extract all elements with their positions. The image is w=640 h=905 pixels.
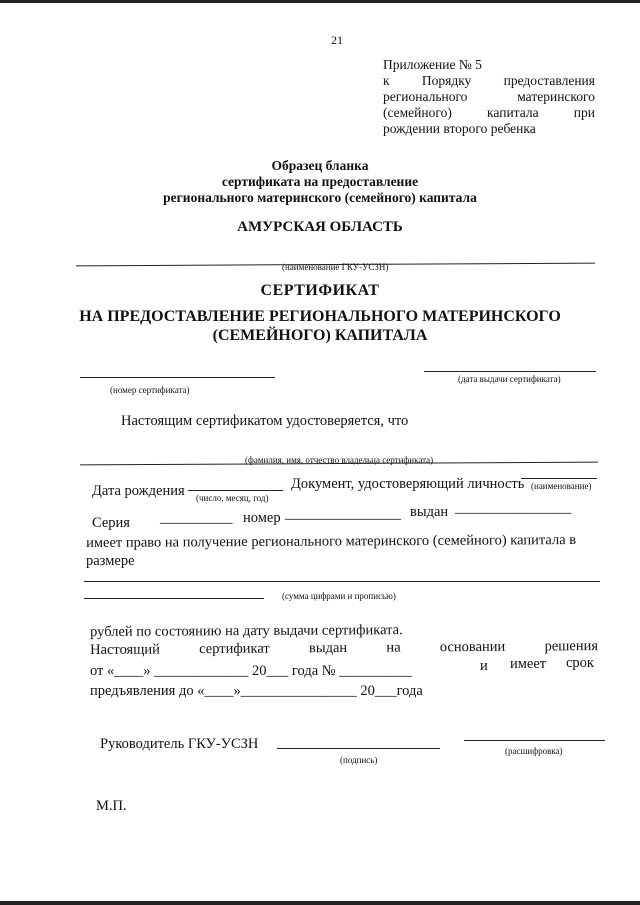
document-name-line xyxy=(521,478,597,479)
appendix-block xyxy=(383,57,595,137)
org-caption: (наименование ГКУ-УСЗН) xyxy=(282,262,389,272)
fio-caption: (фамилия, имя, отчество владельца сертификата) xyxy=(245,455,434,465)
certificate-subtitle-line2: (СЕМЕЙНОГО) КАПИТАЛА xyxy=(212,327,428,344)
decision-has-text: имеет xyxy=(510,656,547,672)
issued-word-2: сертификат xyxy=(199,640,270,658)
decode-line xyxy=(464,740,605,741)
signature-line xyxy=(277,748,440,749)
certify-text: Настоящим сертификатом удостоверяется, что xyxy=(121,413,409,429)
rubles-text: рублей по состоянию на дату выдачи сертификата. xyxy=(90,622,403,640)
sum-line-1 xyxy=(84,581,600,582)
issued-word-5: основании xyxy=(439,638,506,656)
number-caption: (номер сертификата) xyxy=(110,385,190,395)
signature-caption: (подпись) xyxy=(340,755,378,765)
document-label: Документ, удостоверяющий личность xyxy=(291,476,525,492)
certificate-subtitle-line1: НА ПРЕДОСТАВЛЕНИЕ РЕГИОНАЛЬНОГО МАТЕРИНСКОГО xyxy=(79,308,561,325)
certificate-subtitle xyxy=(0,307,640,345)
birth-date-caption: (число, месяц, год) xyxy=(196,493,269,503)
region-title: АМУРСКАЯ ОБЛАСТЬ xyxy=(237,219,403,235)
birth-date-line xyxy=(188,490,283,491)
issued-by-label: выдан xyxy=(410,504,449,520)
sample-header-line2: сертификата на предоставление xyxy=(221,174,419,189)
appendix-text: к Порядку предоставления регионального материнского (семейного) капитала при xyxy=(383,73,595,120)
scan-edge-bottom xyxy=(0,901,640,905)
right-text: имеет право на получение регионального материнского (семейного) капитала в xyxy=(86,532,577,551)
certificate-title: СЕРТИФИКАТ xyxy=(260,282,380,299)
decision-term-text: срок xyxy=(566,655,594,671)
decision-and-text: и xyxy=(480,658,488,674)
date-caption: (дата выдачи сертификата) xyxy=(458,374,561,384)
number-label: номер xyxy=(243,510,281,526)
issued-word-1: Настоящий xyxy=(90,641,160,658)
issued-by-fill: ________________ xyxy=(455,500,571,516)
document-caption: (наименование) xyxy=(531,481,592,491)
issued-word-4: на xyxy=(386,639,401,656)
decode-caption: (расшифровка) xyxy=(505,746,563,756)
issued-word-6: решения xyxy=(544,638,599,655)
number-line xyxy=(80,377,275,378)
issued-word-3: выдан xyxy=(308,639,348,657)
birth-date-label: Дата рождения xyxy=(92,483,185,499)
series-label: Серия xyxy=(92,515,130,531)
stamp-place: М.П. xyxy=(96,798,127,814)
sum-caption: (сумма цифрами и прописью) xyxy=(282,591,396,601)
sample-header-line1: Образец бланка xyxy=(271,158,369,173)
sum-line-2 xyxy=(84,598,264,599)
series-fill: __________ xyxy=(160,510,233,526)
appendix-title: Приложение № 5 xyxy=(383,57,482,72)
page-number: 21 xyxy=(331,33,343,47)
presentation-text: предъявления до «____»________________ 20___года xyxy=(90,683,423,699)
size-label: размере xyxy=(86,553,135,569)
sample-header-line3: регионального материнского (семейного) капитала xyxy=(163,190,477,205)
decision-from-text: от «____» _____________ 20___ года № __________ xyxy=(90,663,412,679)
number-fill: ________________ xyxy=(285,506,401,522)
head-label: Руководитель ГКУ-УСЗН xyxy=(100,736,259,752)
scan-edge-top xyxy=(0,0,640,3)
appendix-last-line: рождении второго ребенка xyxy=(383,121,536,136)
date-line xyxy=(424,371,596,372)
sample-header xyxy=(0,158,640,206)
